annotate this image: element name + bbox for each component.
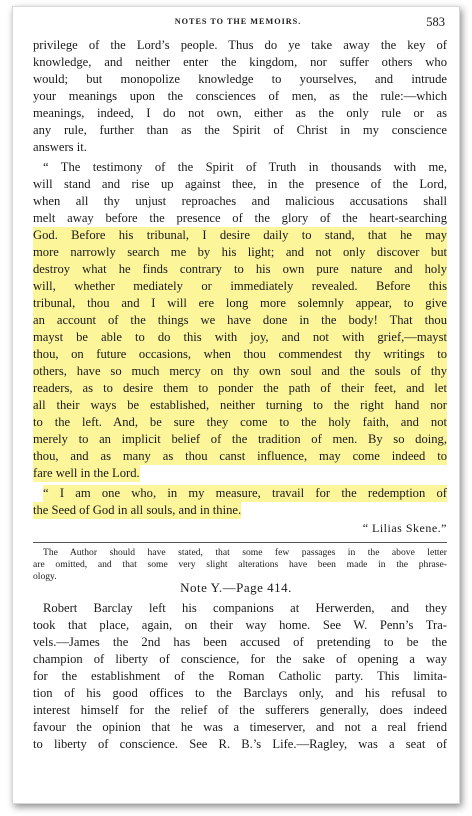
- text-line: vels.—James the 2nd has been accused of pretending to be the: [33, 635, 447, 649]
- book-page: [12, 6, 460, 804]
- text-line: when all thy unjust reproaches and malicious accusations shall: [33, 194, 447, 208]
- text-line: “ The testimony of the Spirit of Truth in thousands with me,: [43, 160, 447, 174]
- footnote-line: are omitted, and that some very slight alterations have been made in the phrase-: [33, 559, 447, 570]
- highlighted-line: fare well in the Lord.: [33, 466, 140, 480]
- text-line: champion of liberty of conscience, for the sake of opening a way: [33, 652, 447, 666]
- text-line: answers it.: [33, 140, 87, 154]
- note-heading: Note Y.—Page 414.: [180, 580, 292, 595]
- running-head: NOTES TO THE MEMOIRS.: [174, 17, 302, 26]
- highlighted-line: “ I am one who, in my measure, travail for the redemption of: [43, 486, 447, 500]
- highlighted-line: will, whether mediately or immediately revealed. Before this: [33, 279, 447, 293]
- highlighted-line: to the left. And, be sure they come to the holy faith, and not: [33, 415, 447, 429]
- highlighted-line: all their ways be established, neither turning to the right hand nor: [33, 398, 447, 412]
- text-line: will stand and rise up against thee, in the presence of the Lord,: [33, 177, 447, 191]
- text-line: tion of his good offices to the Barclays only, and his refusal to: [33, 686, 447, 700]
- text-line: your meanings upon the consciences of men, as the rule:—which: [33, 89, 447, 103]
- text-line: would; but monopolize knowledge to yourselves, and intrude: [33, 72, 447, 86]
- text-line: melt away before the presence of the glory of the heart-searching: [33, 211, 447, 225]
- highlighted-line: merely to an implicit belief of the tradition of men. By so doing,: [33, 432, 447, 446]
- highlighted-line: thou, and as many as thou canst influence, may come indeed to: [33, 449, 447, 463]
- highlighted-line: God. Before his tribunal, I desire daily to stand, that he may: [33, 228, 447, 242]
- highlighted-line: tribunal, thou and I will ere long more solemnly appear, to give: [33, 296, 447, 310]
- highlighted-line: thou, on future occasions, when thou commendest thy writings to: [33, 347, 447, 361]
- text-line: privilege of the Lord’s people. Thus do ye take away the key of: [33, 38, 447, 52]
- footnote-line: ology.: [33, 571, 57, 582]
- highlighted-line: destroy what he finds contrary to his own pure nature and holy: [33, 262, 447, 276]
- highlighted-line: an account of the things we have done in the body! That thou: [33, 313, 447, 327]
- text-line: for the establishment of the Roman Catholic party. This limita-: [33, 669, 447, 683]
- footnote-line: The Author should have stated, that some few passages in the above letter: [43, 547, 447, 558]
- text-line: favour the opinion that he was a timeserver, and not a real friend: [33, 720, 447, 734]
- signature: “ Lilias Skene.”: [362, 521, 447, 535]
- text-line: Robert Barclay left his companions at Herwerden, and they: [43, 601, 447, 615]
- highlighted-line: others, have so much mercy on thy own soul and the souls of thy: [33, 364, 447, 378]
- page-number: 583: [426, 15, 445, 29]
- text-line: to liberty of conscience. See R. B.’s Life.—Ragley, was a seat of: [33, 737, 447, 751]
- text-line: knowledge, and neither enter the kingdom, nor suffer others who: [33, 55, 447, 69]
- highlighted-line: readers, as to desire them to ponder the path of their feet, and let: [33, 381, 447, 395]
- highlighted-line: more narrowly search me by his light; and not only discover but: [33, 245, 447, 259]
- text-line: took that place, again, on their way home. See W. Penn’s Tra-: [33, 618, 447, 632]
- text-line: interest himself for the relief of the sufferers generally, does indeed: [33, 703, 447, 717]
- highlighted-line: the Seed of God in all souls, and in thine.: [33, 503, 242, 517]
- footnote-rule: [33, 542, 447, 543]
- page-header: [31, 17, 445, 31]
- text-line: any rule, further than as the Spirit of Christ in my conscience: [33, 123, 447, 137]
- highlighted-line: mayst be able to do this with joy, and not with grief,—mayst: [33, 330, 447, 344]
- text-line: meanings, indeed, I do not own, either as the only rule or as: [33, 106, 447, 120]
